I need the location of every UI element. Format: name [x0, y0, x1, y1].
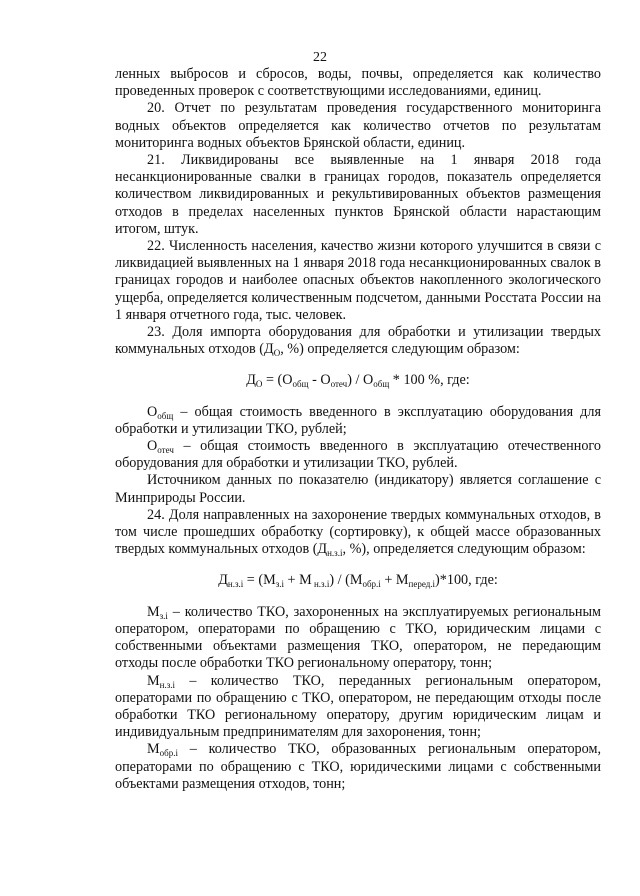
definition-m-obr: $М_{обр.i}$ – количество ТКО, образованных региональным оператором, операторами по обращению с ТКО, юридическими лицами с собственными объектами размещения отходов, тонн; — [115, 741, 601, 792]
paragraph-21: 21. Ликвидированы все выявленные на 1 января 2018 года несанкционированные свалки в границах городов, показатель определяется количеством ликвидированных и рекультивированных объектов размещения отходов в пределах населенных пунктов Брянской области нарастающим итогом, штук. — [115, 152, 601, 237]
paragraph-data-source: Источником данных по показателю (индикатору) является соглашение с Минприроды России. — [115, 472, 601, 506]
definition-o-obsh: $О_{общ}$ – общая стоимость введенного в эксплуатацию оборудования для обработки и утилизации ТКО, рублей; — [115, 403, 601, 437]
paragraph-23: 23. Доля импорта оборудования для обработки и утилизации твердых коммунальных отходов ($Д_О$, %) определяется следующим образом: — [115, 324, 601, 359]
page-number: 22 — [313, 50, 327, 65]
document-body — [115, 66, 601, 793]
definition-o-otech: $О_{отеч}$ – общая стоимость введенного в эксплуатацию отечественного оборудования для обработки и утилизации ТКО, рублей. — [115, 438, 601, 472]
paragraph-20: 20. Отчет по результатам проведения государственного мониторинга водных объектов определяется как количество отчетов по результатам мониторинга водных объектов Брянской области, единиц. — [115, 100, 601, 151]
definition-m-nz: $М_{н.з.i}$ – количество ТКО, переданных региональным оператором, операторами по обращению с ТКО, оператором, не передающим отходы после обработки ТКО региональному оператору, другим юридическим лицам и индивидуальным предпринимателям для захоронения, тонн; — [115, 672, 601, 741]
paragraph-continuation: ленных выбросов и сбросов, воды, почвы, определяется как количество проведенных проверок с соответствующими исследованиями, единиц. — [115, 66, 601, 100]
paragraph-24: 24. Доля направленных на захоронение твердых коммунальных отходов, в том числе прошедших обработку (сортировку), к общей массе образованных твердых коммунальных отходов ($Д_{н.з.i}$, %), определяется следующим образом: — [115, 506, 601, 559]
definition-m-z: $М_{з.i}$ – количество ТКО, захороненных на эксплуатируемых региональным оператором, операторами по обращению с ТКО, юридическим лицами с собственными объектами размещения ТКО, оператором, не передающим отходы после обработки ТКО региональному оператору, тонн; — [115, 603, 601, 672]
paragraph-22: 22. Численность населения, качество жизни которого улучшится в связи с ликвидацией выявленных на 1 января 2018 года несанкционированных свалок в границах городов и наиболее опасных объектов накопленного экологического ущерба, определяется количественным подсчетом, данными Росстата России на 1 января отчетного года, тыс. человек. — [115, 238, 601, 323]
formula-import-share: $Д_О = (О_{общ} - О_{отеч}) / О_{общ} * 100$ %, где: — [246, 372, 470, 390]
formula-landfill-share: $Д_{н.з.i} = (М_{з.i} + М$ $_{н.з.i}) / (М_{обр.i} + М_{перед.i})*100$, где: — [218, 572, 498, 590]
